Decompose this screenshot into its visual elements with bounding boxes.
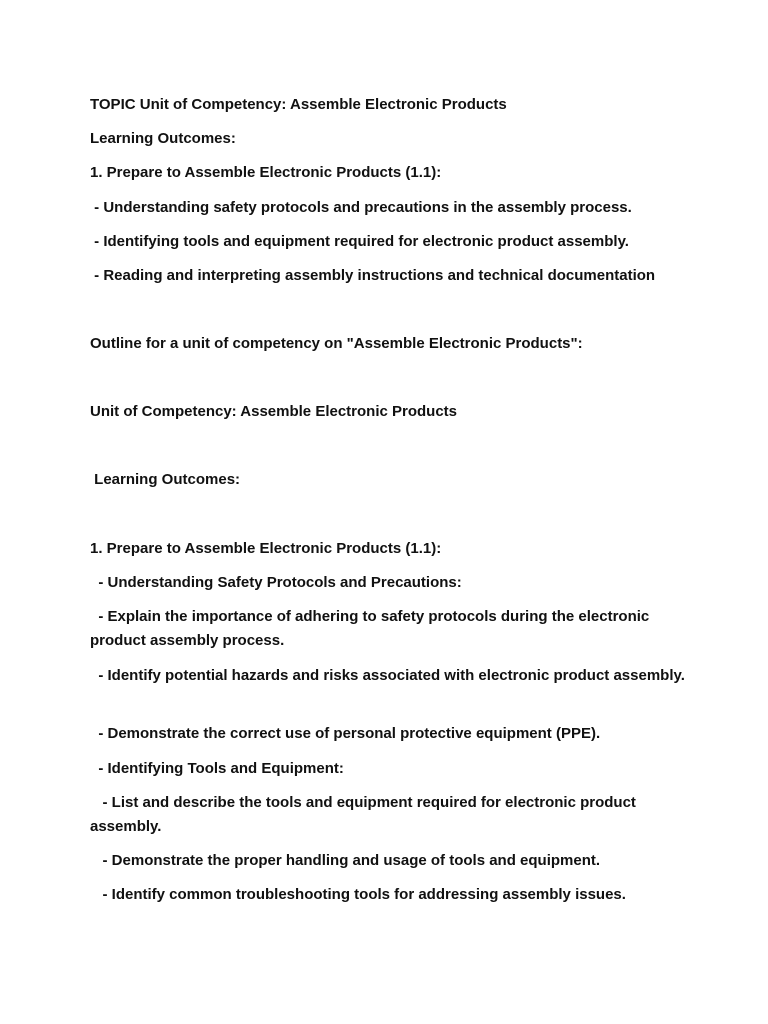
outcome-heading: 1. Prepare to Assemble Electronic Products (1.1): — [90, 164, 442, 181]
subsection-heading: - Understanding Safety Protocols and Precautions: — [90, 574, 462, 591]
list-item: - Identify common troubleshooting tools for addressing assembly issues. — [90, 886, 626, 903]
list-item: - Explain the importance of adhering to safety protocols during the electronic product assembly process. — [90, 608, 654, 649]
list-item: - Demonstrate the correct use of personal protective equipment (PPE). — [90, 725, 601, 742]
outcome-heading: 1. Prepare to Assemble Electronic Products (1.1): — [90, 540, 442, 557]
outline-heading: Outline for a unit of competency on "Assemble Electronic Products": — [90, 335, 583, 352]
learning-outcomes-heading: Learning Outcomes: — [90, 471, 241, 488]
document-title: TOPIC Unit of Competency: Assemble Electronic Products — [90, 96, 507, 113]
learning-outcomes-heading: Learning Outcomes: — [90, 130, 236, 147]
unit-heading: Unit of Competency: Assemble Electronic Products — [90, 403, 458, 420]
outcome-bullet: - Reading and interpreting assembly instructions and technical documentation — [90, 267, 656, 284]
subsection-heading: - Identifying Tools and Equipment: — [90, 760, 344, 777]
outcome-bullet: - Understanding safety protocols and precautions in the assembly process. — [90, 199, 632, 216]
list-item: - Demonstrate the proper handling and usage of tools and equipment. — [90, 852, 601, 869]
list-item: - Identify potential hazards and risks associated with electronic product assembly. — [90, 667, 685, 684]
outcome-bullet: - Identifying tools and equipment required for electronic product assembly. — [90, 233, 629, 250]
list-item: - List and describe the tools and equipment required for electronic product assembly. — [90, 794, 641, 835]
